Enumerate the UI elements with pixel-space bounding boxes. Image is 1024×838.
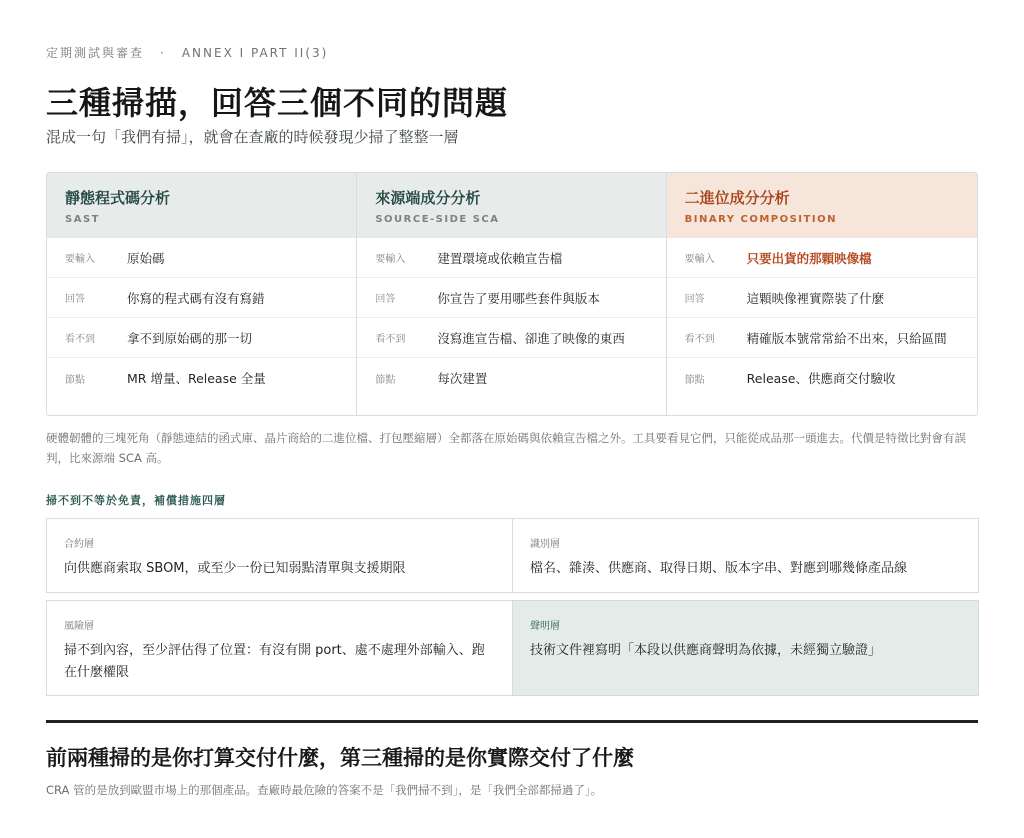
table-row	[667, 358, 977, 398]
card-label: 合約層	[64, 539, 94, 550]
row-value: 這顆映像裡實際裝了什麼	[746, 290, 885, 306]
row-value: 你宣告了要用哪些套件與版本	[437, 290, 600, 306]
row-value: 建置環境或依賴宣告檔	[437, 250, 563, 266]
measures-section-label: 掃不到不等於免責，補償措施四層	[46, 494, 226, 507]
row-label: 回答	[65, 294, 85, 305]
card-label: 風險層	[64, 621, 94, 632]
table-row	[47, 278, 356, 318]
column-subtitle: BINARY COMPOSITION	[684, 214, 837, 225]
row-value: Release、供應商交付驗收	[746, 371, 896, 386]
column-header	[667, 173, 977, 238]
row-value: MR 增量、Release 全量	[127, 371, 266, 386]
section-divider	[46, 720, 978, 723]
column-title: 二進位成分分析	[684, 189, 790, 207]
card-text: 掃不到內容，至少評估得了位置：有沒有開 port、處不處理外部輸入、跑在什麼權限	[64, 643, 485, 680]
table-row	[667, 278, 977, 318]
table-row	[357, 278, 665, 318]
column-subtitle: SOURCE-SIDE SCA	[375, 214, 500, 225]
eyebrow-separator: ·	[160, 46, 166, 60]
measure-card-declaration	[512, 600, 979, 696]
conclusion-title: 前兩種掃的是你打算交付什麼，第三種掃的是你實際交付了什麼	[46, 746, 634, 770]
column-header	[47, 173, 356, 238]
card-text: 檔名、雜湊、供應商、取得日期、版本字串、對應到哪幾條產品線	[530, 561, 908, 576]
measure-card-risk	[46, 600, 513, 696]
row-value: 精確版本號常常給不出來，只給區間	[746, 330, 947, 346]
row-label: 要輸入	[375, 254, 406, 265]
card-text: 技術文件裡寫明「本段以供應商聲明為依據，未經獨立驗證」	[530, 643, 882, 658]
table-row	[357, 238, 665, 278]
row-label: 回答	[375, 294, 396, 305]
row-label: 回答	[684, 294, 705, 305]
row-value: 沒寫進宣告檔、卻進了映像的東西	[437, 330, 625, 346]
column-title: 靜態程式碼分析	[65, 189, 171, 207]
page-subtitle: 混成一句「我們有掃」，就會在查廠的時候發現少掃了整整一層	[46, 128, 459, 146]
column-sast	[47, 173, 356, 415]
measure-card-identification	[512, 518, 979, 593]
row-value-highlight: 只要出貨的那顆映像檔	[746, 250, 872, 266]
row-label: 看不到	[684, 334, 715, 345]
table-row	[47, 238, 356, 278]
firmware-note: 硬體韌體的三塊死角（靜態連結的函式庫、晶片商給的二進位檔、打包壓縮層）全都落在原始碼與依賴宣告檔之外。工具要看見它們，只能從成品那一頭進去。代價是特徵比對會有誤判，比來源端 SCA 高。	[46, 431, 966, 465]
row-label: 看不到	[65, 334, 95, 345]
row-label: 節點	[65, 374, 85, 386]
column-subtitle: SAST	[65, 214, 100, 225]
scan-comparison-table	[46, 172, 978, 416]
card-text: 向供應商索取 SBOM，或至少一份已知弱點清單與支援期限	[64, 561, 406, 576]
row-value: 拿不到原始碼的那一切	[127, 330, 253, 346]
row-label: 節點	[375, 374, 396, 386]
row-value: 你寫的程式碼有沒有寫錯	[127, 290, 265, 306]
table-row	[47, 358, 356, 398]
row-value: 每次建置	[437, 371, 488, 386]
eyebrow	[46, 44, 328, 61]
row-label: 要輸入	[65, 254, 95, 265]
column-header	[357, 173, 665, 238]
table-row	[47, 318, 356, 358]
table-row	[667, 238, 977, 278]
eyebrow-section: 定期測試與審查	[46, 46, 145, 60]
card-label: 識別層	[530, 539, 560, 550]
column-binary-composition	[666, 173, 977, 415]
table-row	[357, 318, 665, 358]
row-label: 節點	[684, 374, 705, 386]
conclusion-text: CRA 管的是放到歐盟市場上的那個產品。查廠時最危險的答案不是「我們掃不到」，是「我們全部都掃過了」。	[46, 783, 603, 797]
card-label: 聲明層	[530, 621, 560, 632]
measure-card-contract	[46, 518, 513, 593]
table-row	[357, 358, 665, 398]
column-source-sca	[356, 173, 665, 415]
row-label: 看不到	[375, 334, 406, 345]
table-row	[667, 318, 977, 358]
row-value: 原始碼	[127, 250, 165, 266]
page-title: 三種掃描，回答三個不同的問題	[46, 84, 509, 122]
eyebrow-annex: ANNEX I PART II(3)	[181, 46, 329, 60]
row-label: 要輸入	[684, 254, 715, 265]
column-title: 來源端成分分析	[375, 189, 481, 207]
